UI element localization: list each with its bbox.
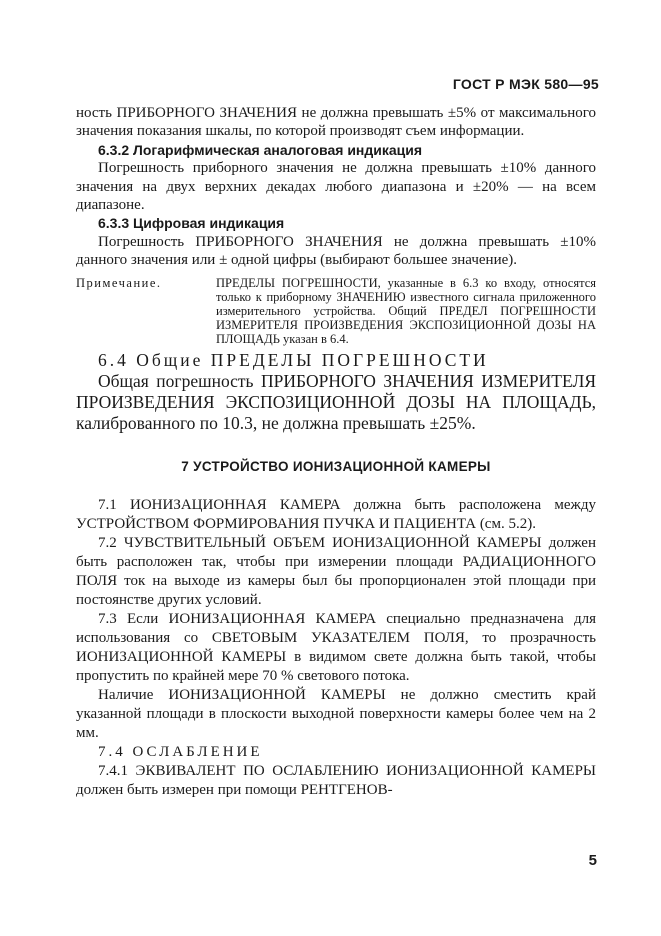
paragraph-6-3-3: Погрешность ПРИБОРНОГО ЗНАЧЕНИЯ не должна превышать ±10% данного значения или ± одной цифры (выбирают большее значение). xyxy=(76,233,596,269)
standard-header: ГОСТ Р МЭК 580—95 xyxy=(452,76,599,92)
subsection-heading-6-3-2: 6.3.2 Логарифмическая аналоговая индикация xyxy=(98,141,423,158)
paragraph-7-4-1: 7.4.1 ЭКВИВАЛЕНТ ПО ОСЛАБЛЕНИЮ ИОНИЗАЦИОННОЙ КАМЕРЫ должен быть измерен при помощи РЕНТГЕНОВ- xyxy=(76,763,596,799)
paragraph-7-2: 7.2 ЧУВСТВИТЕЛЬНЫЙ ОБЪЕМ ИОНИЗАЦИОННОЙ КАМЕРЫ должен быть расположен так, чтобы при измерении площади РАДИАЦИОННОГО ПОЛЯ ток на выходе из камеры был бы пропорционален этой площади при постоянстве других условий. xyxy=(76,535,596,609)
paragraph-7-1: 7.1 ИОНИЗАЦИОННАЯ КАМЕРА должна быть расположена между УСТРОЙСТВОМ ФОРМИРОВАНИЯ ПУЧКА И ПАЦИЕНТА (см. 5.2). xyxy=(76,497,596,533)
page-number: 5 xyxy=(588,852,597,869)
paragraph-7-3-continued: Наличие ИОНИЗАЦИОННОЙ КАМЕРЫ не должно сместить край указанной площади в плоскости выходной поверхности камеры более чем на 2 мм. xyxy=(76,687,596,742)
subsection-heading-7-4: 7.4 ОСЛАБЛЕНИЕ xyxy=(98,744,263,761)
note-text: ПРЕДЕЛЫ ПОГРЕШНОСТИ, указанные в 6.3 ко входу, относятся только к приборному ЗНАЧЕНИЮ известного сигнала приложенного измерительного устройства. Общий ПРЕДЕЛ ПОГРЕШНОСТИ ИЗМЕРИТЕЛЯ ПРОИЗВЕДЕНИЯ ЭКСПОЗИЦИОННОЙ ДОЗЫ НА ПЛОЩАДЬ указан в 6.4. xyxy=(216,275,596,346)
subsection-heading-6-4: 6.4 Общие ПРЕДЕЛЫ ПОГРЕШНОСТИ xyxy=(98,349,489,370)
subsection-heading-6-3-3: 6.3.3 Цифровая индикация xyxy=(98,215,285,232)
section-heading-7: 7 УСТРОЙСТВО ИОНИЗАЦИОННОЙ КАМЕРЫ xyxy=(181,458,491,474)
note-label: Примечание. xyxy=(76,275,162,290)
document-body xyxy=(76,104,596,800)
note-block xyxy=(76,276,596,346)
paragraph-7-3: 7.3 Если ИОНИЗАЦИОННАЯ КАМЕРА специально предназначена для использования со СВЕТОВЫМ УКАЗАТЕЛЕМ ПОЛЯ, то прозрачность ИОНИЗАЦИОННОЙ КАМЕРЫ в видимом свете должна быть такой, чтобы пропустить по крайней мере 70 % светового потока. xyxy=(76,611,596,685)
paragraph-continuation: ность ПРИБОРНОГО ЗНАЧЕНИЯ не должна превышать ±5% от максимального значения показания шкалы, по которой производят съем информации. xyxy=(76,105,596,140)
paragraph-6-3-2: Погрешность приборного значения не должна превышать ±10% данного значения на двух верхних декадах любого диапазона и ±20% — на всем диапазоне. xyxy=(76,160,596,214)
paragraph-6-4: Общая погрешность ПРИБОРНОГО ЗНАЧЕНИЯ ИЗМЕРИТЕЛЯ ПРОИЗВЕДЕНИЯ ЭКСПОЗИЦИОННОЙ ДОЗЫ НА ПЛОЩАДЬ, калиброванного по 10.3, не должна превышать ±25%. xyxy=(76,370,596,433)
